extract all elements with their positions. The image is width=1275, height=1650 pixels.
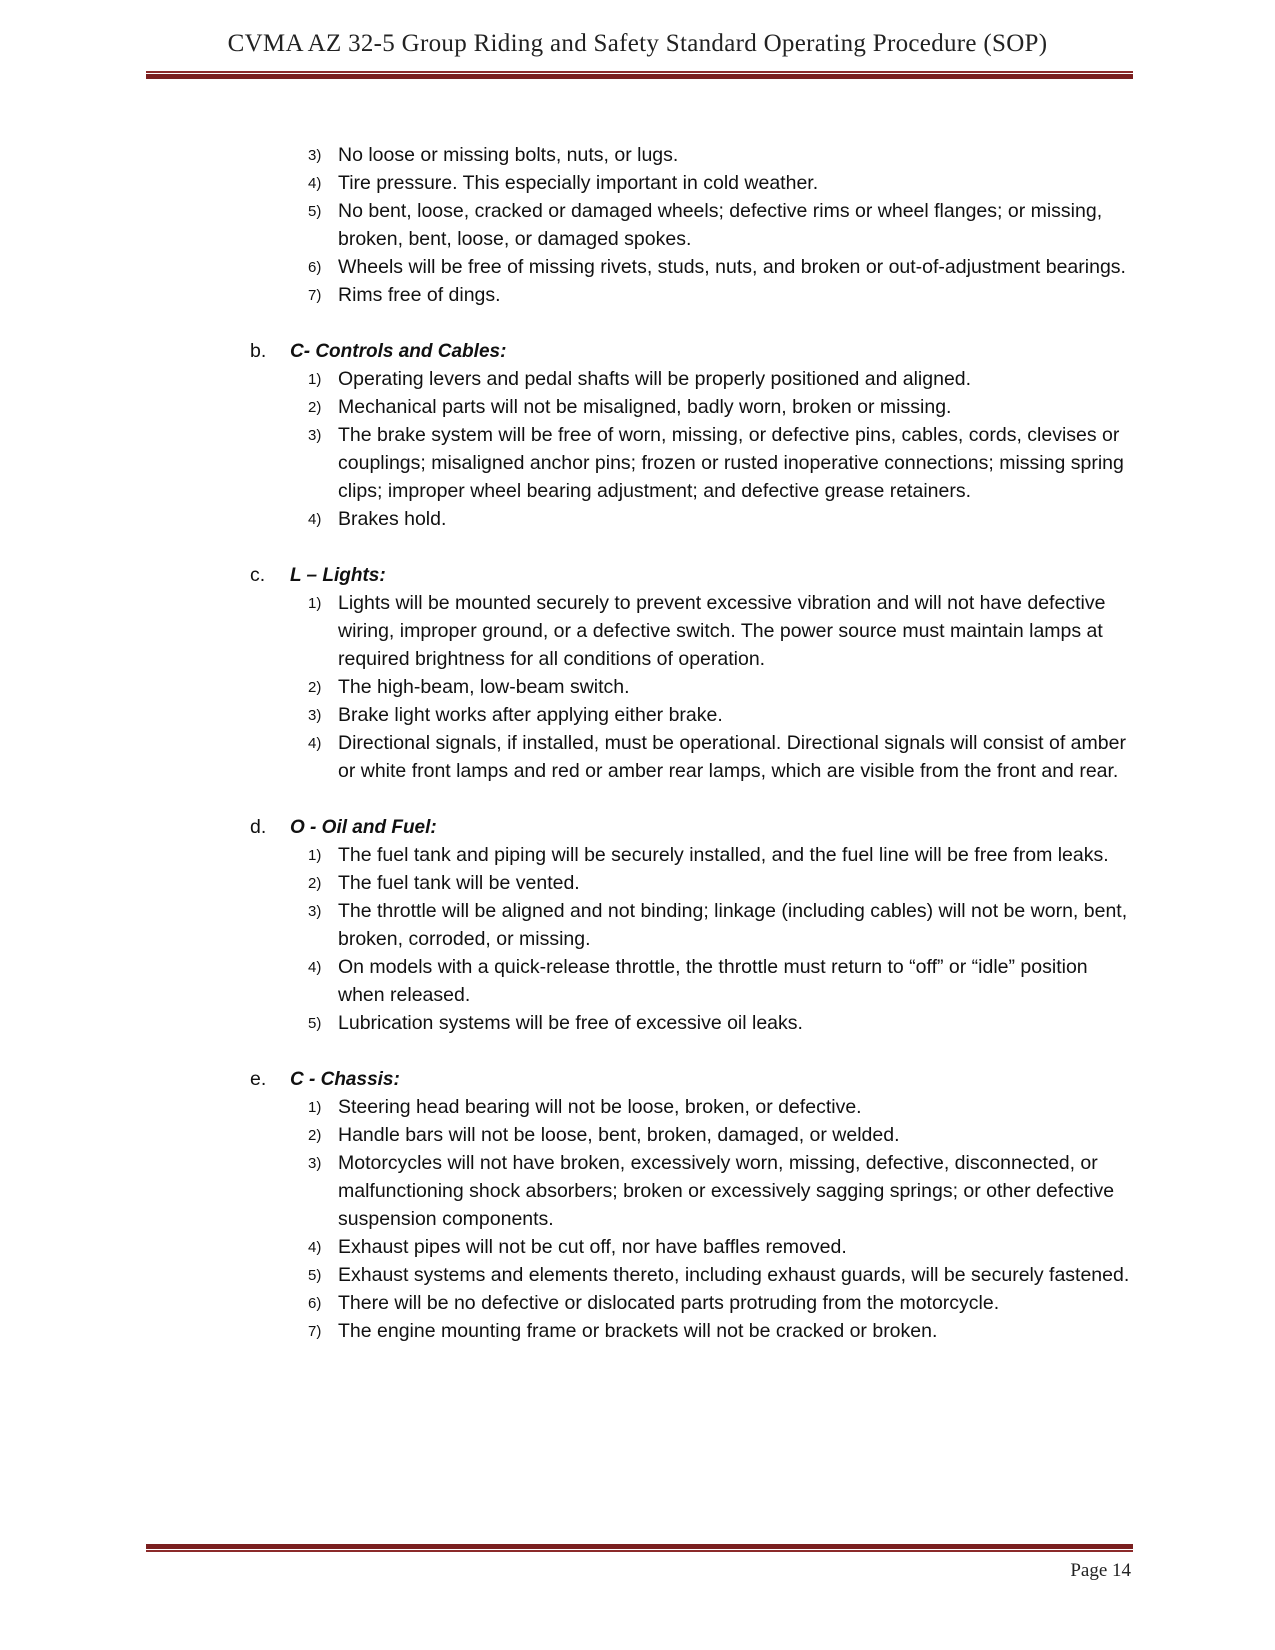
list-item-text: There will be no defective or dislocated parts protruding from the motorcycle. [338,1292,1000,1314]
intro-list [250,141,1130,309]
list-item-text: The high-beam, low-beam switch. [338,676,630,698]
list-item [250,1289,1130,1317]
header-rule-thick [146,74,1133,79]
list-item-number: 1) [308,595,322,612]
list-item-number: 2) [308,679,322,696]
section-heading [250,337,1130,365]
list-item-text: Mechanical parts will not be misaligned, badly worn, broken or missing. [338,396,952,418]
list-item-text: The brake system will be free of worn, missing, or defective pins, cables, cords, clevises or couplings; misaligned anchor pins; frozen or rusted inoperative connections; missing spring clips; improper wheel bearing adjustment; and defective grease retainers. [338,424,1124,502]
list-item [250,841,1130,869]
list-item-text: The throttle will be aligned and not binding; linkage (including cables) will not be worn, bent, broken, corroded, or missing. [338,900,1128,950]
list-item [250,281,1130,309]
page-number: Page 14 [1070,1560,1131,1581]
list-item [250,197,1130,253]
sections-container [250,337,1130,1345]
list-item-text: Exhaust systems and elements thereto, including exhaust guards, will be securely fastened. [338,1264,1130,1286]
document-body [250,141,1130,1345]
section [250,813,1130,1037]
section-letter: b. [250,340,267,362]
section-heading [250,1065,1130,1093]
list-item-text: On models with a quick-release throttle, the throttle must return to “off” or “idle” position when released. [338,956,1088,1006]
list-item [250,169,1130,197]
list-item [250,1009,1130,1037]
list-item-text: Motorcycles will not have broken, excessively worn, missing, defective, disconnected, or malfunctioning shock absorbers; broken or excessively sagging springs; or other defective suspension components. [338,1152,1115,1230]
list-item-number: 3) [308,707,322,724]
list-item-number: 1) [308,371,322,388]
list-item-text: Exhaust pipes will not be cut off, nor have baffles removed. [338,1236,847,1258]
list-item-text: The engine mounting frame or brackets will not be cracked or broken. [338,1320,938,1342]
list-item [250,253,1130,281]
section [250,1065,1130,1345]
list-item-text: The fuel tank will be vented. [338,872,580,894]
list-item-text: The fuel tank and piping will be securely installed, and the fuel line will be free from leaks. [338,844,1109,866]
list-item-number: 2) [308,399,322,416]
list-item [250,421,1130,505]
list-item-number: 4) [308,735,322,752]
list-item-number: 2) [308,1127,322,1144]
list-item-number: 5) [308,203,322,220]
list-item-number: 3) [308,427,322,444]
header-rule-thin [146,71,1133,73]
list-item-number: 4) [308,511,322,528]
list-item [250,1233,1130,1261]
section-heading [250,561,1130,589]
footer-rule [146,1544,1133,1553]
list-item-text: Operating levers and pedal shafts will be properly positioned and aligned. [338,368,972,390]
list-item-number: 7) [308,1323,322,1340]
section-heading [250,813,1130,841]
page-header-title: CVMA AZ 32-5 Group Riding and Safety Standard Operating Procedure (SOP) [227,30,1048,57]
list-item-number: 4) [308,175,322,192]
section-letter: c. [250,564,266,586]
list-item [250,365,1130,393]
list-item [250,729,1130,785]
list-item [250,1093,1130,1121]
list-item [250,393,1130,421]
list-item-number: 2) [308,875,322,892]
section-title: O - Oil and Fuel: [290,817,437,838]
list-item [250,953,1130,1009]
list-item [250,1317,1130,1345]
list-item-number: 6) [308,1295,322,1312]
list-item-text: No bent, loose, cracked or damaged wheels; defective rims or wheel flanges; or missing, broken, bent, loose, or damaged spokes. [338,200,1103,250]
section-title: L – Lights: [290,565,386,586]
list-item [250,505,1130,533]
list-item-text: Rims free of dings. [338,284,501,306]
list-item [250,1261,1130,1289]
section [250,337,1130,533]
list-item-number: 5) [308,1267,322,1284]
list-item [250,897,1130,953]
list-item [250,1149,1130,1233]
section-title: C- Controls and Cables: [290,341,507,362]
list-item [250,1121,1130,1149]
list-item [250,673,1130,701]
list-item-text: Steering head bearing will not be loose, broken, or defective. [338,1096,862,1118]
section-list [250,589,1130,785]
list-item-number: 6) [308,259,322,276]
section [250,561,1130,785]
list-item-text: Lights will be mounted securely to prevent excessive vibration and will not have defective wiring, improper ground, or a defective switch. The power source must maintain lamps at required brightness for all conditions of operation. [338,592,1106,670]
footer-rule-thick [146,1544,1133,1549]
section-letter: d. [250,816,267,838]
list-item-number: 1) [308,847,322,864]
section-list [250,365,1130,533]
list-item-text: No loose or missing bolts, nuts, or lugs. [338,144,679,166]
list-item [250,701,1130,729]
list-item-text: Wheels will be free of missing rivets, studs, nuts, and broken or out-of-adjustment bearings. [338,256,1126,278]
list-item-text: Tire pressure. This especially important in cold weather. [338,172,819,194]
list-item-number: 4) [308,959,322,976]
list-item-text: Handle bars will not be loose, bent, broken, damaged, or welded. [338,1124,900,1146]
list-item-text: Brakes hold. [338,508,447,530]
section-letter: e. [250,1068,267,1090]
list-item-number: 7) [308,287,322,304]
section-list [250,841,1130,1037]
list-item-number: 3) [308,903,322,920]
list-item-number: 4) [308,1239,322,1256]
list-item [250,869,1130,897]
list-item [250,141,1130,169]
header-rule [146,71,1133,80]
list-item [250,589,1130,673]
list-item-text: Brake light works after applying either brake. [338,704,723,726]
list-item-number: 5) [308,1015,322,1032]
list-item-number: 1) [308,1099,322,1116]
list-item-number: 3) [308,147,322,164]
footer-rule-thin [146,1550,1133,1552]
list-item-text: Lubrication systems will be free of excessive oil leaks. [338,1012,803,1034]
list-item-text: Directional signals, if installed, must be operational. Directional signals will consist of amber or white front lamps and red or amber rear lamps, which are visible from the front and rear. [338,732,1126,782]
list-item-number: 3) [308,1155,322,1172]
section-list [250,1093,1130,1345]
section-title: C - Chassis: [290,1069,400,1090]
